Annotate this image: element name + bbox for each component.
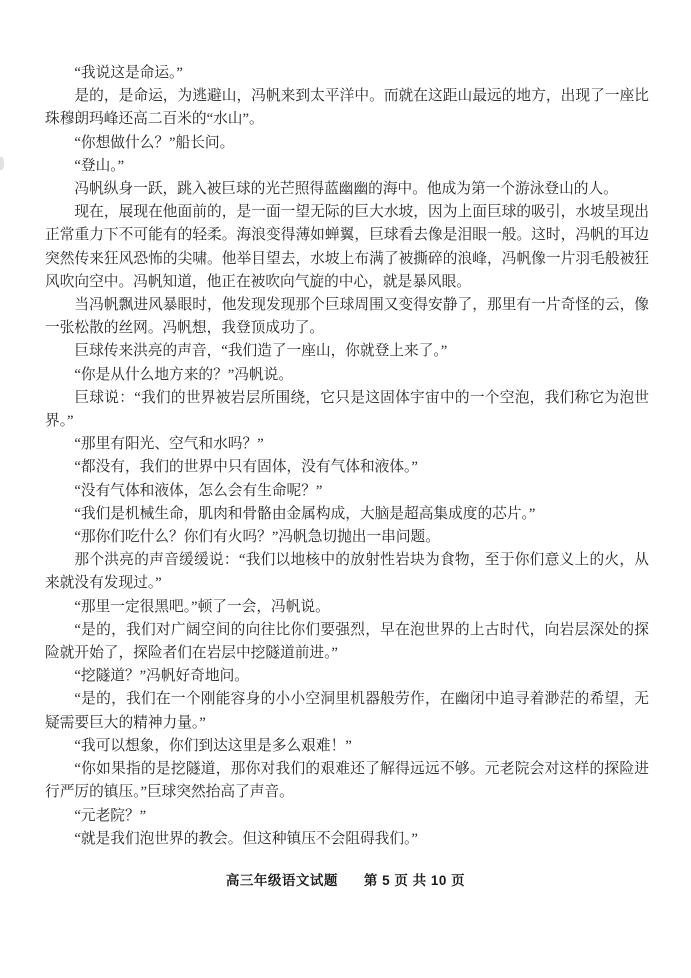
paragraph: “我可以想象，你们到达这里是多么艰难！” (74, 737, 352, 754)
page-footer (0, 869, 691, 889)
paragraph: “那里一定很黑吧。”顿了一会，冯帆说。 (74, 598, 330, 615)
paragraph: “你想做什么？”船长问。 (74, 134, 235, 151)
paragraph: 冯帆纵身一跃，跳入被巨球的光芒照得蓝幽幽的海中。他成为第一个游泳登山的人。 (74, 181, 618, 198)
paragraph: “你如果指的是挖隧道，那你对我们的艰难还了解得远远不够。元老院会对这样的探险进行严厉的镇压。”巨球突然抬高了声音。 (45, 761, 649, 801)
paragraph: 巨球说：“我们的世界被岩层所围绕，它只是这固体宇宙中的一个空泡，我们称它为泡世界。” (45, 389, 649, 430)
paragraph: “没有气体和液体，怎么会有生命呢？” (74, 482, 323, 499)
paragraph: “我说这是命运。” (74, 65, 183, 81)
paragraph: “你是从什么地方来的？”冯帆说。 (74, 366, 294, 383)
paragraph: 那个洪亮的声音缓缓说：“我们以地核中的放射性岩块为食物，至于你们意义上的火，从来就没有发现过。” (45, 552, 649, 592)
paragraph: “登山。” (74, 157, 125, 174)
paragraph: “那里有阳光、空气和水吗？” (74, 436, 264, 453)
paragraph: “我们是机械生命，肌肉和骨骼由金属构成，大脑是超高集成度的芯片。” (74, 505, 536, 522)
paragraph: “是的，我们在一个刚能容身的小小空洞里机器般劳作，在幽闭中追寻着渺茫的希望，无疑需要巨大的精神力量。” (45, 691, 649, 731)
scan-edge-artifact (0, 157, 4, 170)
paragraph: 现在，展现在他面前的，是一面一望无际的巨大水坡，因为上面巨球的吸引，水坡呈现出正常重力下不可能有的轻柔。海浪变得薄如蝉翼，巨球看去像是泪眼一般。这时，冯帆的耳边突然传来狂风恐怖的尖啸。他举目望去，水坡上布满了被撕碎的浪峰，冯帆像一片羽毛般被狂风吹向空中。冯帆知道，他正在被吹向气旋的中心，就是暴风眼。 (45, 204, 649, 290)
paragraph: “都没有，我们的世界中只有固体，没有气体和液体。” (74, 459, 418, 476)
footer-doc-title: 高三年级语文试题 (225, 873, 338, 888)
footer-page-number: 第 5 页 共 10 页 (363, 873, 466, 888)
paragraph: 是的，是命运，为逃避山，冯帆来到太平洋中。而就在这距山最远的地方，出现了一座比珠穆朗玛峰还高二百米的“水山”。 (45, 88, 649, 128)
paragraph: 当冯帆飘进风暴眼时，他发现发现那个巨球周围又变得安静了，那里有一片奇怪的云，像一张松散的丝网。冯帆想，我登顶成功了。 (45, 297, 649, 337)
paragraph: “就是我们泡世界的教会。但这种镇压不会阻碍我们。” (74, 830, 418, 847)
paragraph: “挖隧道？”冯帆好奇地问。 (74, 668, 249, 685)
exam-passage (45, 62, 649, 851)
paragraph: “是的，我们对广阔空间的向往比你们要强烈，早在泡世界的上古时代，向岩层深处的探险就开始了，探险者们在岩层中挖隧道前进。” (45, 621, 649, 662)
paragraph: 巨球传来洪亮的声音，“我们造了一座山，你就登上来了。” (74, 343, 448, 360)
paragraph: “元老院？” (74, 807, 147, 824)
paragraph: “那你们吃什么？你们有火吗？”冯帆急切抛出一串问题。 (74, 529, 440, 546)
